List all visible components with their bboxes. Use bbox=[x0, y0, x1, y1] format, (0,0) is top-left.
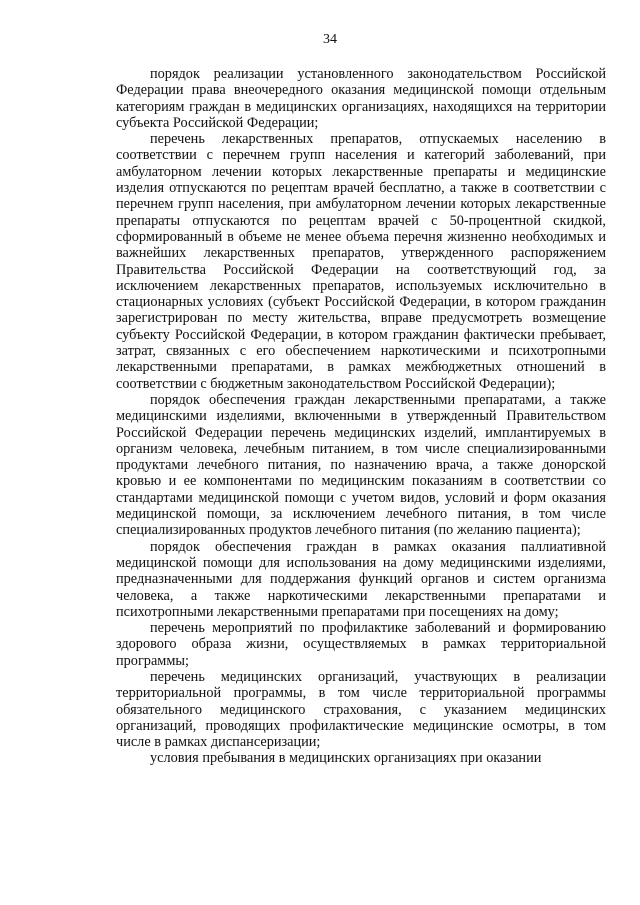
paragraph-emergency-care-procedure: порядок реализации установленного законодательством Российской Федерации права внеочередного оказания медицинской помощи отдельным категориям граждан в медицинских организациях, находящихся на территории субъекта Российской Федерации; bbox=[116, 66, 606, 131]
paragraph-drug-provision-procedure: порядок обеспечения граждан лекарственными препаратами, а также медицинскими изделиями, включенными в утвержденный Правительством Российской Федерации перечень медицинских изделий, имплантируемых в организм человека, лечебным питанием, в том числе специализированными продуктами лечебного питания, по назначению врача, а также донорской кровью и ее компонентами по медицинским показаниям в соответствии со стандартами медицинской помощи с учетом видов, условий и форм оказания медицинской помощи, за исключением лечебного питания, в том числе специализированных продуктов лечебного питания (по желанию пациента); bbox=[116, 391, 606, 539]
paragraph-palliative-care-procedure: порядок обеспечения граждан в рамках оказания паллиативной медицинской помощи для использования на дому медицинскими изделиями, предназначенными для поддержания функций органов и систем организма человека, а также наркотическими лекарственными препаратами и психотропными лекарственными препаратами при посещениях на дому; bbox=[116, 538, 606, 620]
page-body bbox=[116, 66, 606, 767]
page-number: 34 bbox=[323, 32, 337, 47]
paragraph-prevention-measures: перечень мероприятий по профилактике заболеваний и формированию здорового образа жизни, осуществляемых в рамках территориальной программы; bbox=[116, 620, 606, 669]
paragraph-drug-list: перечень лекарственных препаратов, отпускаемых населению в соответствии с перечнем групп населения и категорий заболеваний, при амбулаторном лечении которых лекарственные препараты и медицинские изделия отпускаются по рецептам врачей бесплатно, а также в соответствии с перечнем групп населения, при амбулаторном лечении которых лекарственные препараты отпускаются по рецептам врачей с 50-процентной скидкой, сформированный в объеме не менее объема перечня жизненно необходимых и важнейших лекарственных препаратов, утвержденного распоряжением Правительства Российской Федерации на соответствующий год, за исключением лекарственных препаратов, используемых исключительно в стационарных условиях (субъект Российской Федерации, в котором гражданин зарегистрирован по месту жительства, вправе предусмотреть возмещение субъекту Российской Федерации, в котором гражданин фактически пребывает, затрат, связанных с его обеспечением наркотическими и психотропными лекарственными препаратами, в рамках межбюджетных отношений в соответствии с бюджетным законодательством Российской Федерации); bbox=[116, 131, 606, 392]
paragraph-medical-organizations-list: перечень медицинских организаций, участвующих в реализации территориальной программы, в том числе территориальной программы обязательного медицинского страхования, с указанием медицинских организаций, проводящих профилактические медицинские осмотры, в том числе в рамках диспансеризации; bbox=[116, 668, 606, 751]
paragraph-stay-conditions: условия пребывания в медицинских организациях при оказании bbox=[150, 750, 542, 767]
